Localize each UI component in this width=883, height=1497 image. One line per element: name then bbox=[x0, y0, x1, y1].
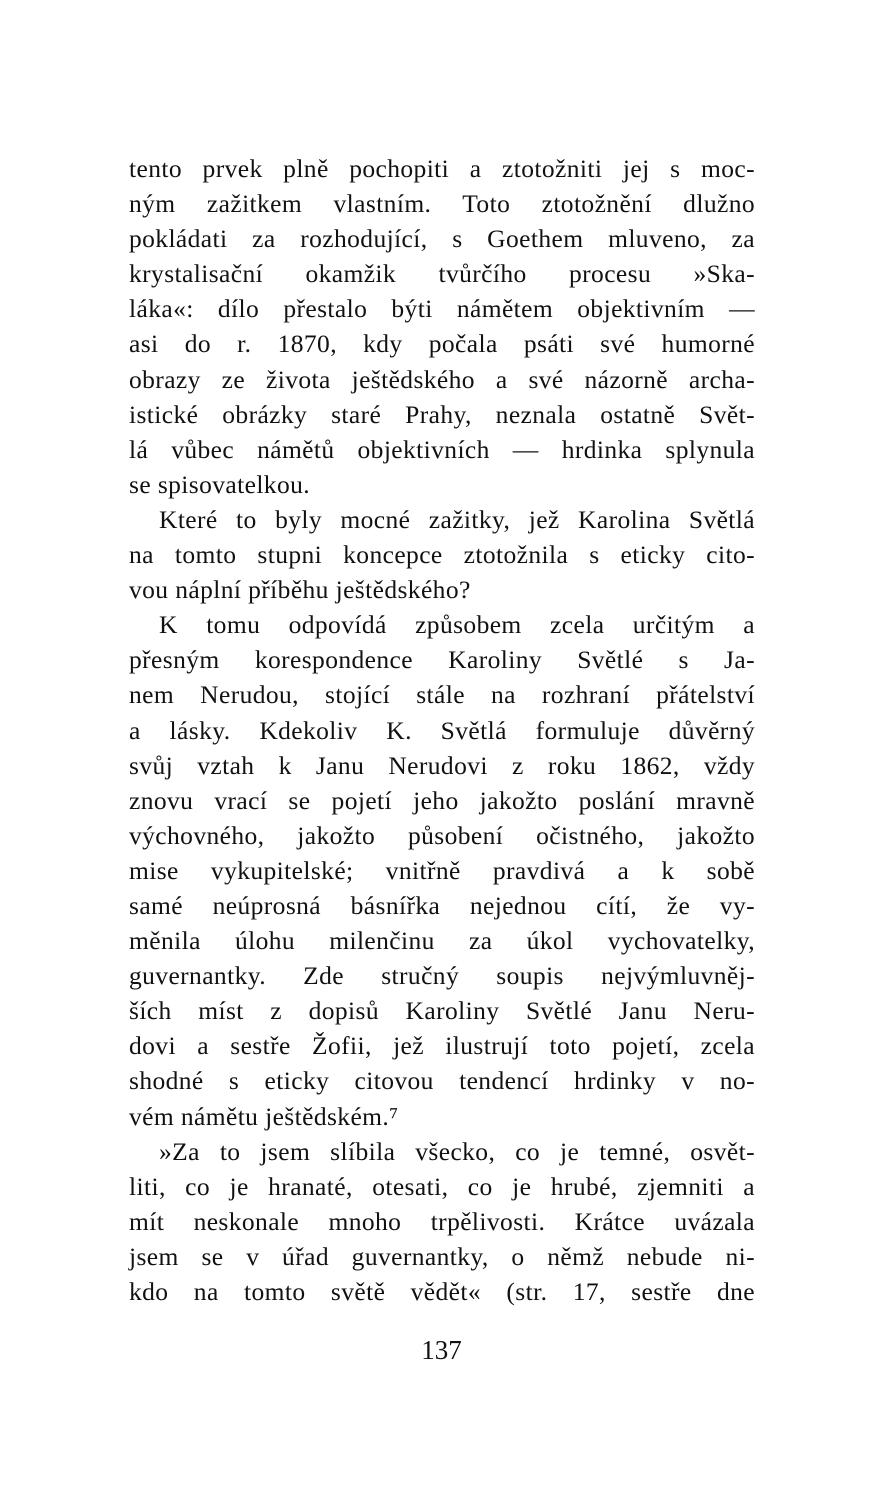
text-line: shodné s eticky citovou tendencí hrdinky v no- bbox=[129, 1066, 755, 1096]
text-line: výchovného, jakožto působení očistného, jakožto bbox=[129, 820, 755, 850]
text-line: přesným korespondence Karoliny Světlé s Ja- bbox=[129, 645, 755, 675]
text-line: »Za to jsem slíbila všecko, co je temné, osvět- bbox=[159, 1136, 755, 1166]
text-line: nem Nerudou, stojící stále na rozhraní přátelství bbox=[129, 680, 755, 710]
text-line: ným zažitkem vlastním. Toto ztotožnění dlužno bbox=[129, 189, 755, 219]
text-line: samé neúprosná básnířka nejednou cítí, že vy- bbox=[129, 890, 755, 920]
text-line: vou náplní příběhu ještědského? bbox=[129, 575, 471, 605]
text-line: liti, co je hranaté, otesati, co je hrubé, zjemniti a bbox=[129, 1171, 755, 1201]
body-text bbox=[129, 151, 755, 1309]
text-line: tento prvek plně pochopiti a ztotožniti jej s moc- bbox=[129, 154, 755, 183]
text-line: lá vůbec námětů objektivních — hrdinka splynula bbox=[129, 434, 755, 464]
text-line: istické obrázky staré Prahy, neznala ostatně Svět- bbox=[129, 399, 755, 429]
page-number: 137 bbox=[421, 1335, 462, 1365]
text-line: vém námětu ještědském.⁷ bbox=[129, 1101, 399, 1131]
paragraph-1 bbox=[129, 151, 755, 502]
text-line: a lásky. Kdekoliv K. Světlá formuluje důvěrný bbox=[129, 715, 755, 745]
text-line: jsem se v úřad guvernantky, o němž nebude ni- bbox=[129, 1241, 755, 1271]
text-line: krystalisační okamžik tvůrčího procesu »Ska- bbox=[129, 259, 755, 289]
text-line: pokládati za rozhodující, s Goethem mluveno, za bbox=[129, 224, 755, 254]
text-line: svůj vztah k Janu Nerudovi z roku 1862, vždy bbox=[129, 750, 755, 780]
text-line: mít neskonale mnoho trpělivosti. Krátce uvázala bbox=[129, 1206, 755, 1236]
text-line: asi do r. 1870, kdy počala psáti své humorné bbox=[129, 329, 755, 359]
text-line: guvernantky. Zde stručný soupis nejvýmluvněj- bbox=[129, 961, 755, 991]
text-line: na tomto stupni koncepce ztotožnila s eticky cito- bbox=[129, 540, 755, 570]
text-line: se spisovatelkou. bbox=[129, 469, 311, 499]
paragraph-3 bbox=[129, 607, 755, 1133]
text-line: kdo na tomto světě vědět« (str. 17, sestře dne bbox=[129, 1277, 755, 1306]
text-line: mise vykupitelské; vnitřně pravdivá a k sobě bbox=[129, 855, 755, 885]
text-line: znovu vrací se pojetí jeho jakožto poslání mravně bbox=[129, 785, 755, 815]
text-line: Které to byly mocné zažitky, jež Karolina Světlá bbox=[159, 504, 755, 534]
text-line: ších míst z dopisů Karoliny Světlé Janu Neru- bbox=[129, 996, 755, 1026]
text-line: dovi a sestře Žofii, jež ilustrují toto pojetí, zcela bbox=[129, 1031, 755, 1061]
paragraph-2 bbox=[129, 502, 755, 607]
text-line: láka«: dílo přestalo býti námětem objektivním — bbox=[129, 294, 755, 324]
text-line: měnila úlohu milenčinu za úkol vychovatelky, bbox=[129, 926, 755, 956]
paragraph-4 bbox=[129, 1134, 755, 1309]
text-line: obrazy ze života ještědského a své názorně archa- bbox=[129, 364, 755, 394]
text-line: K tomu odpovídá způsobem zcela určitým a bbox=[159, 610, 755, 640]
